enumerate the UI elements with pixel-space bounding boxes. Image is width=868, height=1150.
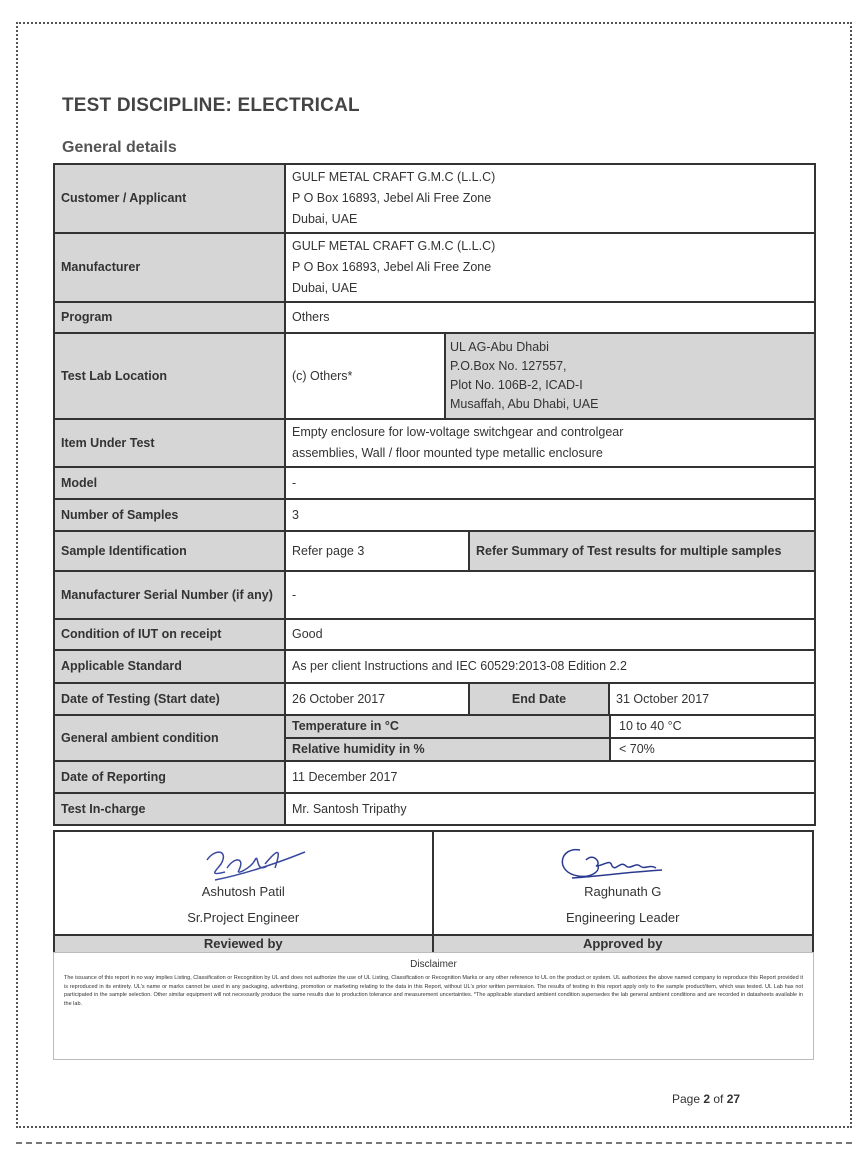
end-date: 31 October 2017 bbox=[609, 683, 815, 715]
table-row bbox=[54, 233, 815, 302]
address-line: P.O.Box No. 127557, bbox=[450, 359, 567, 373]
page-of: of bbox=[710, 1092, 727, 1106]
approved-by-label: Approved by bbox=[434, 934, 813, 952]
humidity-value: < 70% bbox=[619, 742, 655, 756]
table-row bbox=[54, 164, 815, 233]
address-line: GULF METAL CRAFT G.M.C (L.L.C) bbox=[292, 239, 496, 253]
temperature-label: Temperature in °C bbox=[286, 716, 610, 738]
table-row bbox=[54, 467, 815, 499]
table-row bbox=[54, 419, 815, 467]
approver-role: Engineering Leader bbox=[566, 910, 680, 925]
address-line: UL AG-Abu Dhabi bbox=[450, 340, 549, 354]
reviewer-role: Sr.Project Engineer bbox=[187, 910, 300, 925]
model-value: - bbox=[285, 467, 815, 499]
disclaimer-box bbox=[53, 952, 814, 1060]
page-number bbox=[672, 1092, 740, 1106]
table-row bbox=[54, 531, 815, 571]
temperature-value: 10 to 40 °C bbox=[610, 716, 814, 738]
row-label: Sample Identification bbox=[54, 531, 285, 571]
address-line: Musaffah, Abu Dhabi, UAE bbox=[450, 397, 599, 411]
program-value: Others bbox=[285, 302, 815, 333]
address-line: P O Box 16893, Jebel Ali Free Zone bbox=[292, 260, 492, 274]
table-row bbox=[54, 715, 815, 761]
end-date-label: End Date bbox=[469, 683, 609, 715]
row-label: Date of Testing (Start date) bbox=[54, 683, 285, 715]
serial-value: - bbox=[285, 571, 815, 619]
table-row bbox=[54, 793, 815, 825]
reporting-date: 11 December 2017 bbox=[285, 761, 815, 793]
address-line: GULF METAL CRAFT G.M.C (L.L.C) bbox=[292, 170, 496, 184]
row-label: Test In-charge bbox=[54, 793, 285, 825]
row-label: Customer / Applicant bbox=[54, 164, 285, 233]
row-label: Model bbox=[54, 467, 285, 499]
row-label: Item Under Test bbox=[54, 419, 285, 467]
row-label: Number of Samples bbox=[54, 499, 285, 531]
item-line: Empty enclosure for low-voltage switchgear and controlgear bbox=[292, 425, 624, 439]
humidity-label: Relative humidity in % bbox=[286, 738, 610, 760]
address-line: Dubai, UAE bbox=[292, 281, 358, 295]
reviewed-by-label: Reviewed by bbox=[55, 934, 434, 952]
table-row bbox=[54, 302, 815, 333]
table-row bbox=[54, 650, 815, 683]
row-label: Test Lab Location bbox=[54, 333, 285, 419]
row-label: General ambient condition bbox=[54, 715, 285, 761]
table-row bbox=[54, 761, 815, 793]
disclaimer-title: Disclaimer bbox=[410, 959, 457, 970]
row-label: Date of Reporting bbox=[54, 761, 285, 793]
approver-section bbox=[434, 832, 813, 934]
reviewer-signature bbox=[195, 838, 315, 888]
approver-name: Raghunath G bbox=[584, 884, 662, 899]
table-row bbox=[54, 619, 815, 650]
table-row bbox=[54, 333, 815, 419]
table-row bbox=[54, 571, 815, 619]
disclaimer-body: The issuance of this report in no way implies Listing, Classification or Recognition by UL and does not authorize the use of UL Listing, Classification or Recognition Marks or any other reference to UL on the product or system. UL authorizes the above named company to reproduce this Report provided it is reproduced in its entirety. UL's name or marks cannot be used in any packaging, advertising, promotion or marketing relating to the data in this Report, without UL's prior written permission. The results of testing in this report apply only to the sample product/item, which was tested. UL Lab has not participated in the sample selection. Other similar equipment will not necessarily produce the same results due to production tolerance and measurement uncertainties. *The applicable standard ambient condition supersedes the lab general ambient conditions and are recorded in datasheets available in the lab. bbox=[64, 975, 803, 1007]
page-break-line bbox=[16, 1142, 852, 1144]
row-label: Manufacturer bbox=[54, 233, 285, 302]
item-line: assemblies, Wall / floor mounted type metallic enclosure bbox=[292, 446, 603, 460]
samples-value: 3 bbox=[285, 499, 815, 531]
page-prefix: Page bbox=[672, 1092, 704, 1106]
reviewer-section bbox=[55, 832, 434, 934]
row-label: Condition of IUT on receipt bbox=[54, 619, 285, 650]
section-title: General details bbox=[62, 139, 177, 156]
page-title: TEST DISCIPLINE: ELECTRICAL bbox=[62, 95, 360, 116]
lab-address bbox=[445, 333, 815, 419]
manufacturer-address bbox=[285, 233, 815, 302]
row-label: Manufacturer Serial Number (if any) bbox=[54, 571, 285, 619]
approver-signature bbox=[550, 836, 680, 886]
lab-option: (c) Others* bbox=[285, 333, 445, 419]
incharge-value: Mr. Santosh Tripathy bbox=[285, 793, 815, 825]
page-total: 27 bbox=[726, 1092, 741, 1106]
row-label: Applicable Standard bbox=[54, 650, 285, 683]
reviewer-name: Ashutosh Patil bbox=[201, 884, 285, 899]
sample-id-note: Refer Summary of Test results for multiple samples bbox=[469, 531, 815, 571]
general-details-table bbox=[53, 163, 816, 826]
ambient-subtable bbox=[286, 716, 814, 760]
address-line: Plot No. 106B-2, ICAD-I bbox=[450, 378, 583, 392]
customer-address bbox=[285, 164, 815, 233]
start-date: 26 October 2017 bbox=[285, 683, 469, 715]
table-row bbox=[54, 499, 815, 531]
signature-block bbox=[53, 830, 814, 952]
item-under-test bbox=[285, 419, 815, 467]
row-label: Program bbox=[54, 302, 285, 333]
address-line: P O Box 16893, Jebel Ali Free Zone bbox=[292, 191, 492, 205]
standard-value: As per client Instructions and IEC 60529:2013-08 Edition 2.2 bbox=[285, 650, 815, 683]
ambient-cell bbox=[285, 715, 815, 761]
table-row bbox=[54, 683, 815, 715]
address-line: Dubai, UAE bbox=[292, 212, 358, 226]
condition-value: Good bbox=[285, 619, 815, 650]
page-current: 2 bbox=[703, 1092, 711, 1106]
sample-id-value: Refer page 3 bbox=[285, 531, 469, 571]
